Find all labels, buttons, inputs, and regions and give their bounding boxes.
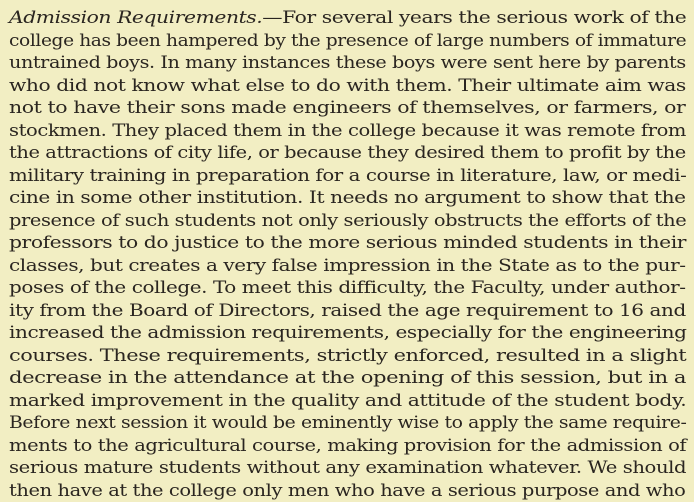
section-heading: Admission Requirements.: [9, 8, 263, 27]
text-line-7: the attractions of city life, or because they desired them to profit by the: [9, 143, 686, 162]
text-line-4: who did not know what else to do with them. Their ultimate aim was: [9, 76, 686, 95]
text-line-22: then have at the college only men who have a serious purpose and who: [9, 481, 686, 500]
text-line-3: untrained boys. In many instances these boys were sent here by parents: [9, 53, 686, 72]
text-line-20: ments to the agricultural course, making provision for the admission of: [9, 436, 687, 455]
text-line-1-body: —For several years the serious work of the: [262, 8, 687, 27]
text-line-18: marked improvement in the quality and attitude of the student body.: [9, 391, 687, 410]
text-line-6: stockmen. They placed them in the college because it was remote from: [9, 121, 687, 140]
text-line-2: college has been hampered by the presence of large numbers of immature: [9, 31, 687, 50]
text-line-11: professors to do justice to the more serious minded students in their: [9, 233, 687, 252]
text-line-1: [9, 7, 686, 29]
text-line-9: cine in some other institution. It needs no argument to show that the: [9, 188, 686, 207]
text-line-5: not to have their sons made engineers of themselves, or farmers, or: [9, 98, 686, 117]
text-line-15: increased the admission requirements, especially for the engineering: [9, 323, 687, 342]
text-line-19: Before next session it would be eminently wise to apply the same require-: [9, 413, 687, 432]
text-line-10: presence of such students not only seriously obstructs the efforts of the: [9, 211, 687, 230]
text-line-13: poses of the college. To meet this difficulty, the Faculty, under author-: [9, 278, 686, 297]
text-line-16: courses. These requirements, strictly enforced, resulted in a slight: [9, 346, 687, 365]
text-line-12: classes, but creates a very false impression in the State as to the pur-: [9, 256, 686, 275]
text-line-21: serious mature students without any examination whatever. We should: [9, 458, 687, 477]
text-line-17: decrease in the attendance at the opening of this session, but in a: [9, 368, 687, 387]
text-line-14: ity from the Board of Directors, raised the age requirement to 16 and: [9, 301, 686, 320]
text-line-8: military training in preparation for a course in literature, law, or medi-: [9, 166, 687, 185]
